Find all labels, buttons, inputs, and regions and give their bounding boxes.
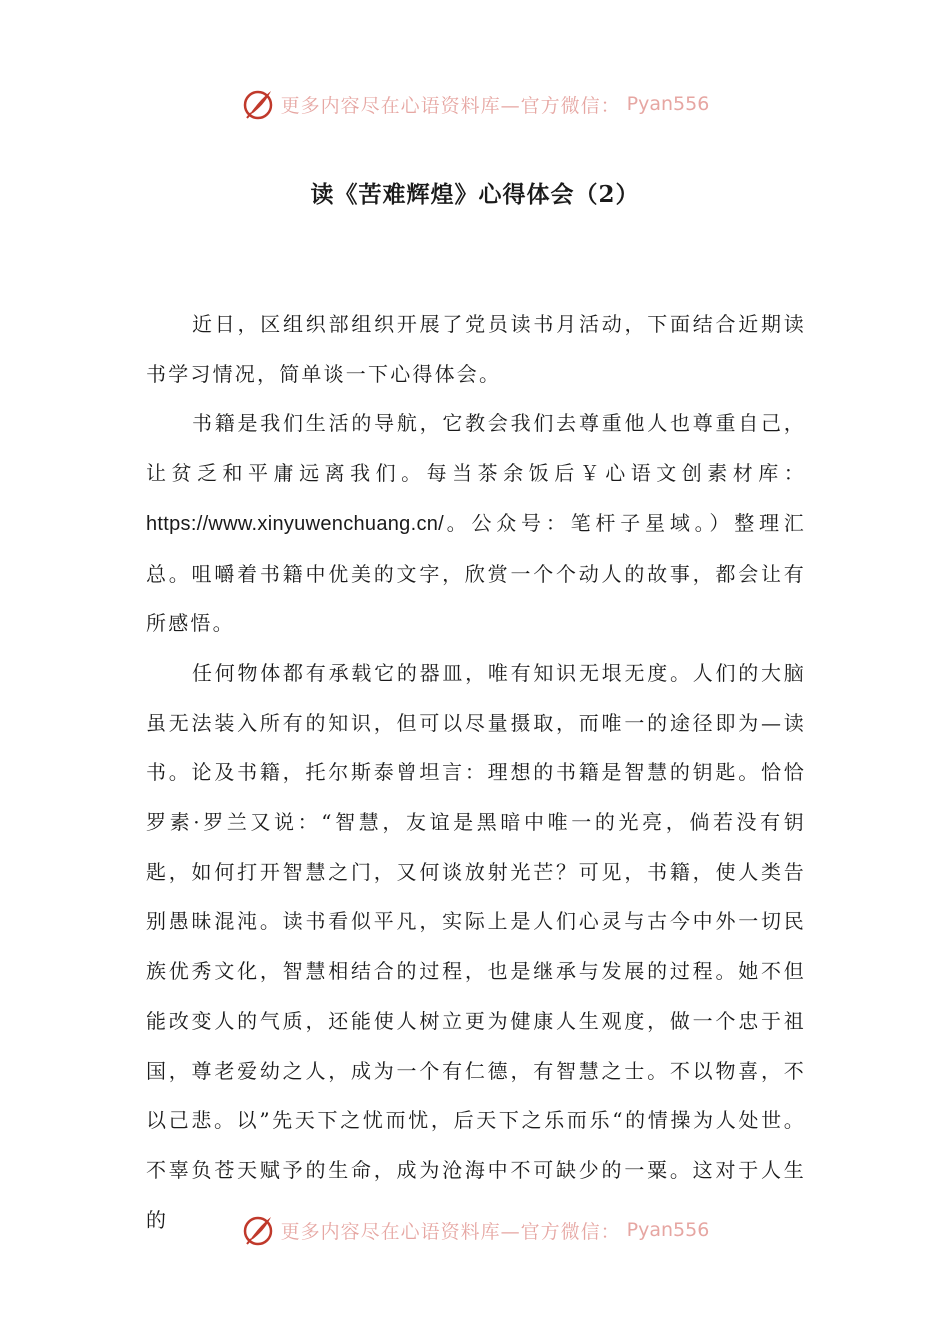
quill-logo-icon (241, 1213, 275, 1247)
header-banner (0, 82, 950, 126)
paragraph-3: 任何物体都有承载它的器皿，唯有知识无垠无度。人们的大脑虽无法装入所有的知识，但可以尽量摄取，而唯一的途径即为—读书。论及书籍，托尔斯泰曾坦言：理想的书籍是智慧的钥匙。恰恰罗素·罗兰又说：“智慧，友谊是黑暗中唯一的光亮，倘若没有钥匙，如何打开智慧之门，又何谈放射光芒？可见，书籍，使人类告别愚昧混沌。读书看似平凡，实际上是人们心灵与古今中外一切民族优秀文化，智慧相结合的过程，也是继承与发展的过程。她不但能改变人的气质，还能使人树立更为健康人生观度，做一个忠于祖国，尊老爱幼之人，成为一个有仁德，有智慧之士。不以物喜，不以己悲。以”先天下之忧而忧，后天下之乐而乐“的情操为人处世。不辜负苍天赋予的生命，成为沧海中不可缺少的一粟。这对于人生的 (146, 660, 806, 1232)
footer-banner (0, 1208, 950, 1252)
website-link[interactable]: https://www.xinyuwenchuang.cn/ (146, 512, 445, 535)
wechat-id: Pyan556 (626, 1219, 710, 1241)
document-body (146, 300, 806, 1245)
paragraph-2-text-b: 。公众号：笔杆子星域。）整理汇总。咀嚼着书籍中优美的文字，欣赏一个个动人的故事，都会让有所感悟。 (146, 510, 806, 636)
banner-text: 更多内容尽在心语资料库—官方微信： (280, 94, 621, 117)
banner-text: 更多内容尽在心语资料库—官方微信： (280, 1220, 621, 1243)
paragraph-2-text-a: 书籍是我们生活的导航，它教会我们去尊重他人也尊重自己，让贫乏和平庸远离我们。每当茶余饭后￥心语文创素材库： (146, 411, 806, 486)
document-title: 读《苦难辉煌》心得体会（2） (310, 181, 640, 208)
quill-logo-icon (241, 87, 275, 121)
paragraph-1: 近日，区组织部组织开展了党员读书月活动，下面结合近期读书学习情况，简单谈一下心得体会。 (146, 312, 806, 386)
wechat-id: Pyan556 (626, 93, 710, 115)
paragraph-2 (146, 399, 806, 649)
